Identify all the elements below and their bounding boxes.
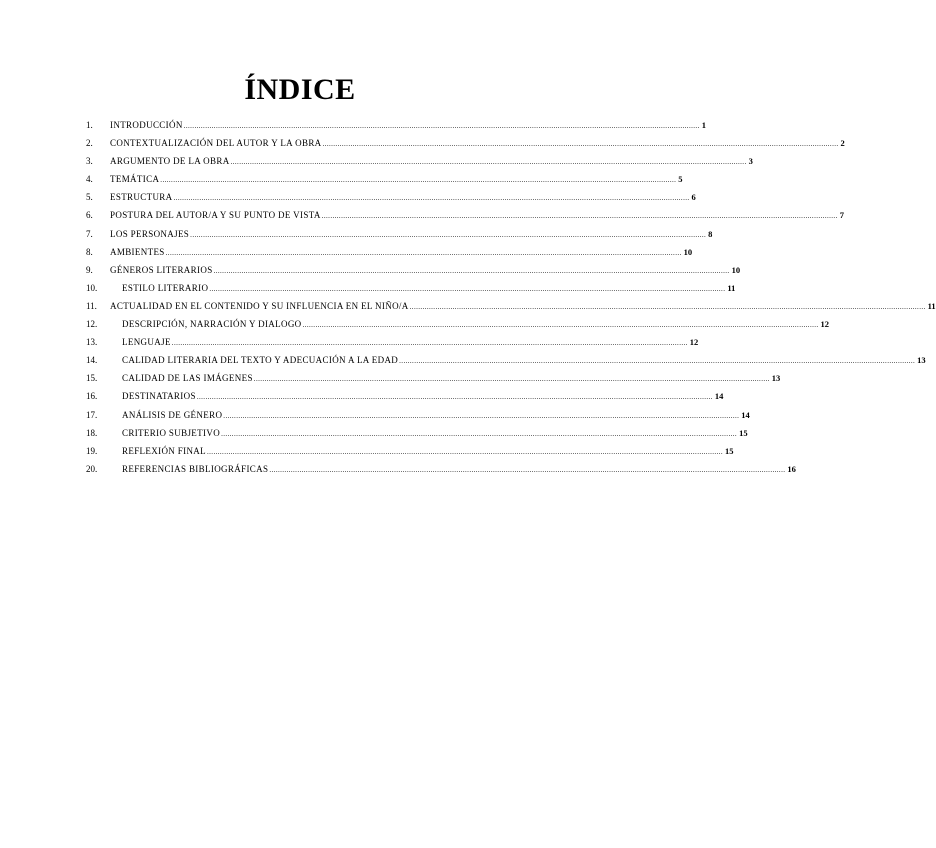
toc-entry-number: 19. [86,445,98,456]
toc-entry-page: 13 [771,373,781,384]
toc-dot-leader: ................................................................................................................................................................................................................................................ [399,357,916,366]
toc-entry-number: 2. [86,138,93,149]
toc-entry[interactable] [86,369,781,387]
toc-entry[interactable] [86,116,706,134]
toc-dot-leader: ................................................................................................................................................................................................................................................ [160,176,677,185]
toc-entry-page: 14 [714,391,724,402]
toc-dot-leader: ................................................................................................................................................................................................................................................ [221,429,738,438]
toc-entry[interactable] [86,297,936,315]
toc-entry[interactable] [86,152,753,170]
table-of-contents [86,116,936,478]
toc-dot-leader: ................................................................................................................................................................................................................................................ [302,321,819,330]
toc-entry-page: 14 [741,409,750,420]
toc-dot-leader: ................................................................................................................................................................................................................................................ [173,194,690,203]
toc-entry[interactable] [86,279,736,297]
toc-entry-number: 20. [86,463,98,474]
toc-dot-leader: ................................................................................................................................................................................................................................................ [207,447,723,456]
toc-entry-number: 12. [86,319,98,330]
toc-entry[interactable] [86,170,683,188]
toc-entry[interactable] [86,188,696,206]
toc-entry-label: TEMÁTICA [110,174,160,185]
toc-dot-leader: ................................................................................................................................................................................................................................................ [190,230,707,239]
toc-dot-leader: ................................................................................................................................................................................................................................................ [253,375,770,384]
toc-entry-number: 14. [86,355,98,366]
toc-entry-number: 4. [86,174,93,185]
toc-entry-number: 11. [86,300,97,311]
toc-entry-label: REFLEXIÓN FINAL [122,445,206,456]
toc-dot-leader: ................................................................................................................................................................................................................................................ [171,339,688,348]
toc-entry-number: 9. [86,264,93,275]
toc-entry[interactable] [86,351,926,369]
toc-entry-page: 13 [917,355,926,366]
toc-entry-page: 11 [727,282,736,293]
toc-entry-number: 17. [86,409,98,420]
toc-dot-leader: ................................................................................................................................................................................................................................................ [321,212,838,221]
toc-entry-page: 10 [731,264,741,275]
toc-entry-page: 8 [708,228,713,239]
toc-entry-number: 3. [86,156,93,167]
toc-entries [86,116,936,478]
toc-entry-label: GÉNEROS LITERARIOS [110,264,213,275]
toc-entry-page: 1 [701,120,706,130]
toc-entry-label: CRITERIO SUBJETIVO [122,427,221,438]
toc-entry-label: DESCRIPCIÓN, NARRACIÓN Y DIALOGO [122,319,302,330]
toc-entry-label: LENGUAJE [122,337,171,348]
toc-entry-label: ESTILO LITERARIO [122,282,209,293]
toc-entry-label: AMBIENTES [110,246,165,257]
toc-entry-page: 15 [725,445,734,456]
toc-entry[interactable] [86,134,845,152]
toc-entry-label: ARGUMENTO DE LA OBRA [110,156,230,167]
toc-entry-page: 3 [748,156,753,167]
toc-entry-page: 7 [839,210,844,221]
toc-entry-label: LOS PERSONAJES [110,228,190,239]
toc-entry-page: 16 [787,463,796,474]
toc-entry-page: 10 [683,246,693,257]
toc-entry-page: 5 [678,174,683,185]
toc-dot-leader: ................................................................................................................................................................................................................................................ [196,393,713,402]
toc-dot-leader: ................................................................................................................................................................................................................................................ [183,122,700,130]
toc-entry-label: ACTUALIDAD EN EL CONTENIDO Y SU INFLUENCIA EN EL NIÑO/A [110,300,409,311]
toc-dot-leader: ................................................................................................................................................................................................................................................ [230,158,747,167]
toc-entry-page: 12 [820,319,830,330]
toc-entry-number: 7. [86,228,93,239]
toc-entry-number: 18. [86,427,98,438]
toc-dot-leader: ................................................................................................................................................................................................................................................ [165,248,682,257]
toc-entry[interactable] [86,206,844,224]
toc-entry-page: 2 [840,138,845,149]
toc-entry[interactable] [86,406,750,424]
toc-entry-page: 15 [739,427,748,438]
toc-entry-number: 8. [86,246,93,257]
toc-entry-label: CALIDAD DE LAS IMÁGENES [122,373,253,384]
toc-entry[interactable] [86,261,741,279]
toc-dot-leader: ................................................................................................................................................................................................................................................ [409,302,926,311]
toc-dot-leader: ................................................................................................................................................................................................................................................ [213,266,730,275]
toc-entry-label: POSTURA DEL AUTOR/A Y SU PUNTO DE VISTA [110,210,321,221]
toc-dot-leader: ................................................................................................................................................................................................................................................ [223,411,740,420]
toc-entry-page: 6 [691,192,696,203]
toc-entry[interactable] [86,424,748,442]
toc-entry[interactable] [86,315,830,333]
toc-entry-number: 15. [86,373,98,384]
toc-entry-number: 6. [86,210,93,221]
toc-entry[interactable] [86,333,699,351]
toc-entry-number: 16. [86,391,98,402]
toc-entry-label: CALIDAD LITERARIA DEL TEXTO Y ADECUACIÓN A LA EDAD [122,355,399,366]
toc-dot-leader: ................................................................................................................................................................................................................................................ [322,140,839,149]
toc-entry-label: CONTEXTUALIZACIÓN DEL AUTOR Y LA OBRA [110,138,322,149]
toc-dot-leader: ................................................................................................................................................................................................................................................ [209,284,726,293]
toc-entry-number: 5. [86,192,93,203]
toc-entry-label: DESTINATARIOS [122,391,196,402]
toc-entry[interactable] [86,225,713,243]
toc-entry[interactable] [86,243,693,261]
toc-entry-label: REFERENCIAS BIBLIOGRÁFICAS [122,463,269,474]
toc-entry-label: ESTRUCTURA [110,192,173,203]
toc-entry-page: 11 [927,300,936,311]
toc-entry-page: 12 [689,337,699,348]
toc-entry[interactable] [86,387,724,405]
page-title: ÍNDICE [244,73,356,106]
toc-dot-leader: ................................................................................................................................................................................................................................................ [269,465,786,474]
toc-entry-label: INTRODUCCIÓN [110,120,183,130]
toc-entry[interactable] [86,460,796,478]
toc-entry[interactable] [86,442,734,460]
toc-entry-label: ANÁLISIS DE GÉNERO [122,409,223,420]
toc-entry-number: 10. [86,282,98,293]
toc-entry-number: 1. [86,120,93,130]
toc-entry-number: 13. [86,337,98,348]
